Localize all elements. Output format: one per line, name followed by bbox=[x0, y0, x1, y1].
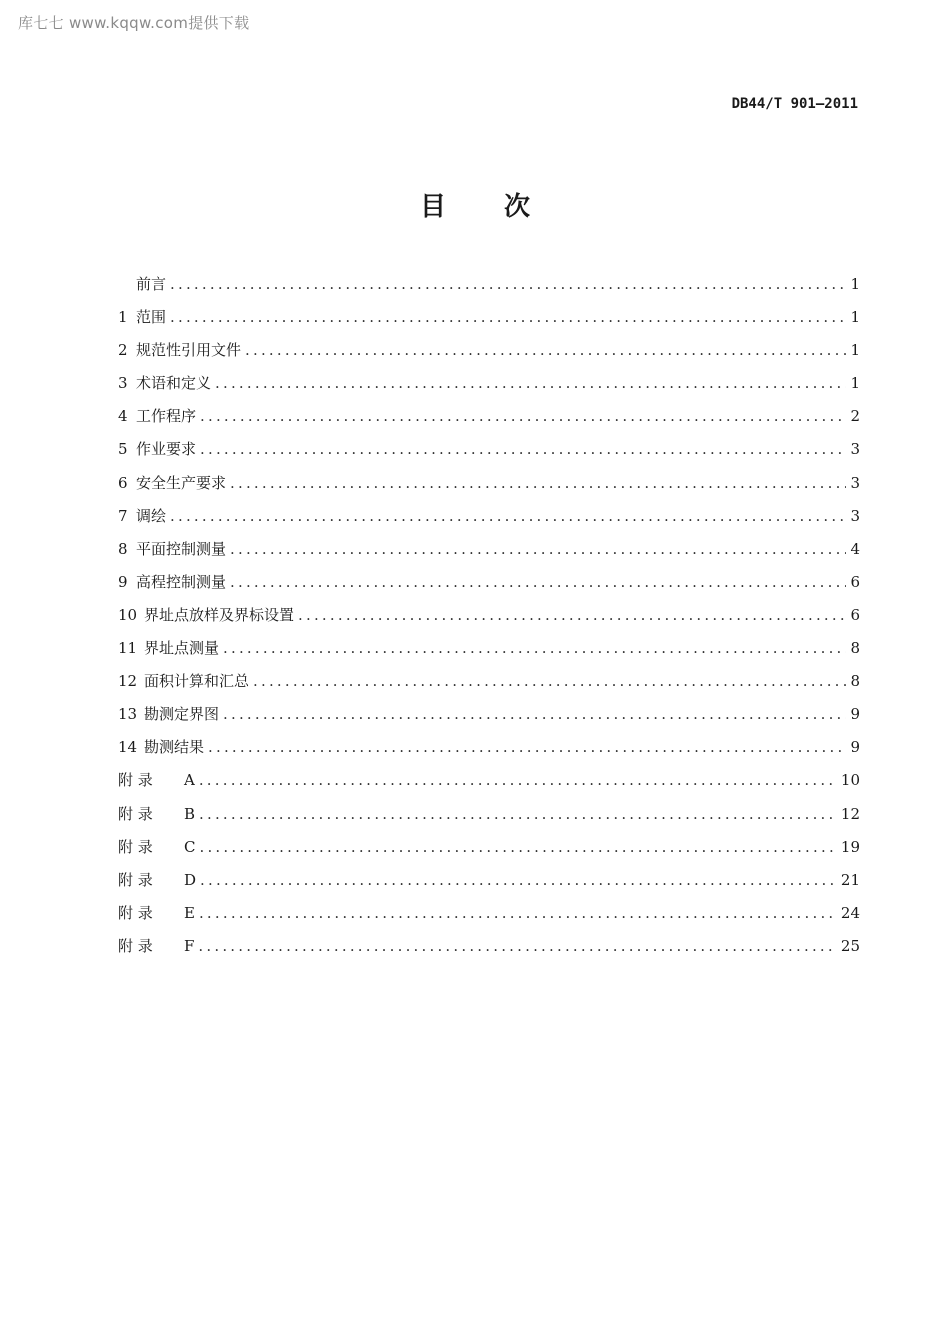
toc-entry-appendix-a[interactable] bbox=[118, 769, 860, 802]
dot-leader bbox=[198, 935, 836, 957]
toc-entry-number: 8 bbox=[118, 539, 128, 558]
toc-entry-appendix-c[interactable] bbox=[118, 836, 860, 869]
dot-leader bbox=[223, 703, 846, 725]
dot-leader bbox=[253, 670, 846, 692]
dot-leader bbox=[230, 472, 846, 494]
toc-entry-page: 3 bbox=[850, 440, 860, 459]
toc-entry-13[interactable] bbox=[118, 703, 860, 736]
toc-entry-page: 19 bbox=[840, 837, 860, 856]
toc-entry-number: 4 bbox=[118, 407, 128, 426]
appendix-letter: E bbox=[184, 903, 195, 922]
dot-leader bbox=[170, 273, 846, 295]
toc-entry-number: 6 bbox=[118, 473, 128, 492]
appendix-label: 附 录 bbox=[118, 837, 153, 856]
toc-entry-number: 12 bbox=[118, 672, 138, 691]
dot-leader bbox=[245, 339, 846, 361]
toc-entry-number: 5 bbox=[118, 440, 128, 459]
toc-entry-title: 规范性引用文件 bbox=[136, 341, 242, 360]
toc-entry-title: 作业要求 bbox=[136, 440, 197, 459]
toc-entry-12[interactable] bbox=[118, 670, 860, 703]
toc-entry-number: 13 bbox=[118, 705, 138, 724]
toc-entry-page: 2 bbox=[850, 407, 860, 426]
watermark-text: 库七七 www.kqqw.com提供下载 bbox=[18, 14, 250, 32]
appendix-letter: B bbox=[184, 804, 196, 823]
dot-leader bbox=[230, 538, 846, 560]
appendix-letter: F bbox=[184, 936, 195, 955]
toc-entry-1[interactable] bbox=[118, 306, 860, 339]
toc-entry-number: 3 bbox=[118, 374, 128, 393]
toc-entry-page: 3 bbox=[850, 506, 860, 525]
toc-entry-title: 界址点测量 bbox=[144, 639, 220, 658]
toc-entry-7[interactable] bbox=[118, 505, 860, 538]
toc-entry-title: 范围 bbox=[136, 308, 167, 327]
toc-entry-page: 25 bbox=[840, 936, 860, 955]
toc-entry-title: 勘测结果 bbox=[144, 738, 205, 757]
toc-entry-8[interactable] bbox=[118, 538, 860, 571]
toc-entry-page: 1 bbox=[850, 374, 860, 393]
toc-entry-page: 9 bbox=[850, 738, 860, 757]
toc-entry-6[interactable] bbox=[118, 472, 860, 505]
toc-entry-page: 3 bbox=[850, 473, 860, 492]
toc-entry-page: 12 bbox=[840, 804, 860, 823]
dot-leader bbox=[199, 769, 837, 791]
toc-entry-title: 工作程序 bbox=[136, 407, 197, 426]
toc-entry-page: 1 bbox=[850, 275, 860, 293]
toc-entry-number: 10 bbox=[118, 605, 138, 624]
toc-entry-title: 术语和定义 bbox=[136, 374, 212, 393]
appendix-letter: C bbox=[184, 837, 196, 856]
dot-leader bbox=[208, 736, 846, 758]
appendix-label: 附 录 bbox=[118, 771, 153, 790]
dot-leader bbox=[298, 604, 846, 626]
dot-leader bbox=[230, 571, 846, 593]
appendix-letter: A bbox=[184, 771, 195, 790]
toc-entry-number: 2 bbox=[118, 341, 128, 360]
appendix-label: 附 录 bbox=[118, 870, 153, 889]
dot-leader bbox=[200, 405, 846, 427]
toc-entry-11[interactable] bbox=[118, 637, 860, 670]
toc-entry-appendix-e[interactable] bbox=[118, 902, 860, 935]
appendix-label: 附 录 bbox=[118, 804, 153, 823]
dot-leader bbox=[199, 803, 837, 825]
toc-entry-foreword[interactable] bbox=[118, 273, 860, 306]
toc-entry-title: 平面控制测量 bbox=[136, 539, 227, 558]
toc-entry-2[interactable] bbox=[118, 339, 860, 372]
toc-entry-appendix-d[interactable] bbox=[118, 869, 860, 902]
page-title: 目次 bbox=[419, 192, 588, 222]
appendix-label: 附 录 bbox=[118, 903, 153, 922]
toc-entry-page: 9 bbox=[850, 705, 860, 724]
toc-entry-title: 高程控制测量 bbox=[136, 572, 227, 591]
toc-entry-appendix-b[interactable] bbox=[118, 803, 860, 836]
toc-entry-10[interactable] bbox=[118, 604, 860, 637]
toc-entry-appendix-f[interactable] bbox=[118, 935, 860, 968]
dot-leader bbox=[199, 836, 836, 858]
dot-leader bbox=[170, 306, 846, 328]
appendix-label: 附 录 bbox=[118, 936, 153, 955]
dot-leader bbox=[223, 637, 846, 659]
dot-leader bbox=[215, 372, 846, 394]
toc-entry-number: 9 bbox=[118, 572, 128, 591]
toc-entry-5[interactable] bbox=[118, 438, 860, 471]
toc-entry-title: 安全生产要求 bbox=[136, 473, 227, 492]
toc-entry-page: 1 bbox=[850, 341, 860, 360]
toc-entry-title: 勘测定界图 bbox=[144, 705, 220, 724]
toc-entry-page: 8 bbox=[850, 672, 860, 691]
toc-entry-page: 6 bbox=[850, 572, 860, 591]
toc-entry-page: 10 bbox=[840, 771, 860, 790]
toc-entry-14[interactable] bbox=[118, 736, 860, 769]
dot-leader bbox=[170, 505, 846, 527]
toc-entry-page: 8 bbox=[850, 639, 860, 658]
toc-entry-title: 前言 bbox=[136, 275, 167, 293]
toc-entry-page: 21 bbox=[840, 870, 860, 889]
dot-leader bbox=[199, 902, 837, 924]
toc-entry-title: 面积计算和汇总 bbox=[144, 672, 250, 691]
toc-entry-3[interactable] bbox=[118, 372, 860, 405]
toc-entry-title: 界址点放样及界标设置 bbox=[144, 605, 295, 624]
toc-entry-page: 24 bbox=[840, 903, 860, 922]
document-code: DB44/T 901—2011 bbox=[731, 96, 858, 112]
toc-entry-number: 1 bbox=[118, 308, 128, 327]
dot-leader bbox=[200, 438, 846, 460]
toc-entry-page: 1 bbox=[850, 308, 860, 327]
toc-entry-page: 6 bbox=[850, 605, 860, 624]
toc-entry-number: 14 bbox=[118, 738, 138, 757]
toc-entry-title: 调绘 bbox=[136, 506, 167, 525]
toc-entry-9[interactable] bbox=[118, 571, 860, 604]
toc-entry-4[interactable] bbox=[118, 405, 860, 438]
toc-entry-number: 11 bbox=[118, 639, 138, 658]
dot-leader bbox=[200, 869, 837, 891]
appendix-letter: D bbox=[184, 870, 197, 889]
toc-entry-number: 7 bbox=[118, 506, 128, 525]
table-of-contents bbox=[118, 273, 860, 968]
toc-entry-page: 4 bbox=[850, 539, 860, 558]
